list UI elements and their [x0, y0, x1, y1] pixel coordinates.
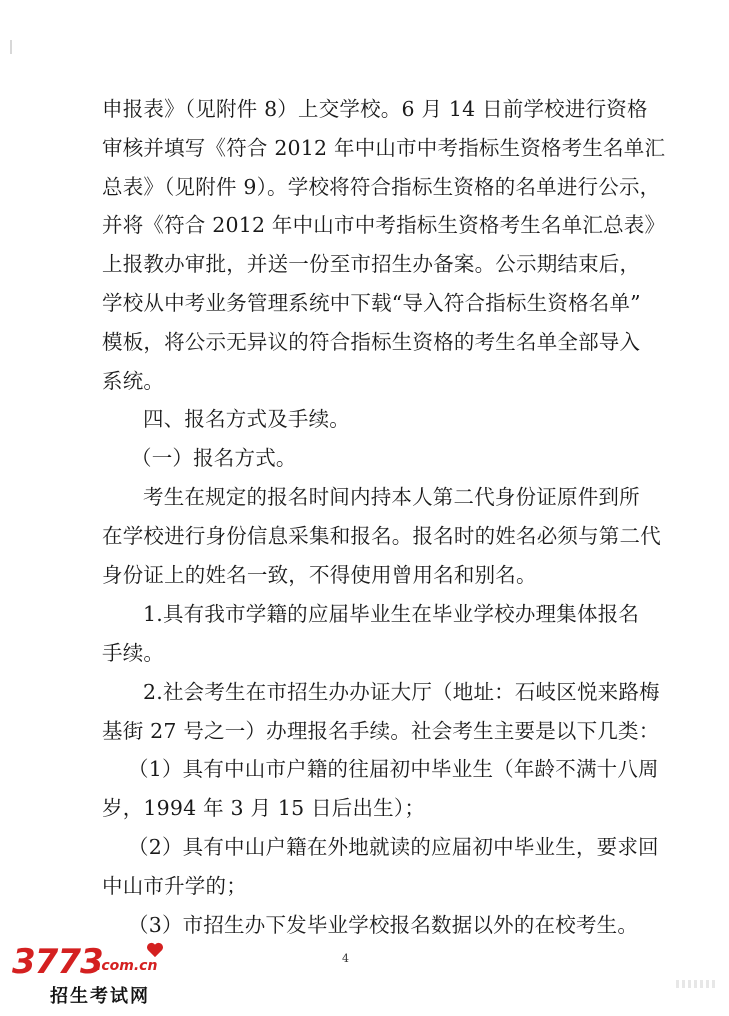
- text-line: 基街 27 号之一）办理报名手续。社会考生主要是以下几类：: [102, 719, 660, 743]
- text-line: 学校从中考业务管理系统中下载“导入符合指标生资格名单”: [102, 291, 641, 315]
- list-item: （3）市招生办下发毕业学校报名数据以外的在校考生。: [128, 913, 639, 937]
- logo-domain: .com.cn: [96, 958, 158, 974]
- subsection-heading: （一）报名方式。: [131, 446, 297, 470]
- text-line: 岁，1994 年 3 月 15 日后出生）；: [102, 796, 426, 820]
- page-number: 4: [342, 952, 349, 965]
- text-line: 考生在规定的报名时间内持本人第二代身份证原件到所: [143, 485, 640, 509]
- text-line: 申报表》（见附件 8）上交学校。6 月 14 日前学校进行资格: [102, 97, 648, 121]
- list-item: 1.具有我市学籍的应届毕业生在毕业学校办理集体报名: [143, 602, 640, 626]
- text-line: 身份证上的姓名一致，不得使用曾用名和别名。: [102, 563, 537, 587]
- logo-tagline: 招生考试网: [50, 986, 150, 1007]
- list-item: 2.社会考生在市招生办办证大厅（地址：石岐区悦来路梅: [143, 680, 660, 704]
- heart-icon: [146, 942, 164, 958]
- logo-brand: 3773: [12, 942, 103, 982]
- list-item: （1）具有中山市户籍的往届初中毕业生（年龄不满十八周: [128, 757, 659, 781]
- list-item: （2）具有中山户籍在外地就读的应届初中毕业生，要求回: [128, 835, 659, 859]
- scan-artifact: [676, 980, 716, 988]
- section-heading: 四、报名方式及手续。: [143, 407, 350, 431]
- text-line: 在学校进行身份信息采集和报名。报名时的姓名必须与第二代: [102, 524, 661, 548]
- text-line: 系统。: [102, 369, 165, 393]
- text-line: 上报教办审批，并送一份至市招生办备案。公示期结束后，: [102, 252, 641, 276]
- scan-artifact: [10, 40, 12, 54]
- text-line: 中山市升学的；: [102, 874, 247, 898]
- text-line: 总表》（见附件 9）。学校将符合指标生资格的名单进行公示，: [102, 175, 661, 199]
- text-line: 模板，将公示无异议的符合指标生资格的考生名单全部导入: [102, 330, 641, 354]
- text-line: 手续。: [102, 641, 165, 665]
- site-watermark-logo: [12, 942, 182, 1008]
- text-line: 审核并填写《符合 2012 年中山市中考指标生资格考生名单汇: [102, 136, 666, 160]
- text-line: 并将《符合 2012 年中山市中考指标生资格考生名单汇总表》: [102, 213, 666, 237]
